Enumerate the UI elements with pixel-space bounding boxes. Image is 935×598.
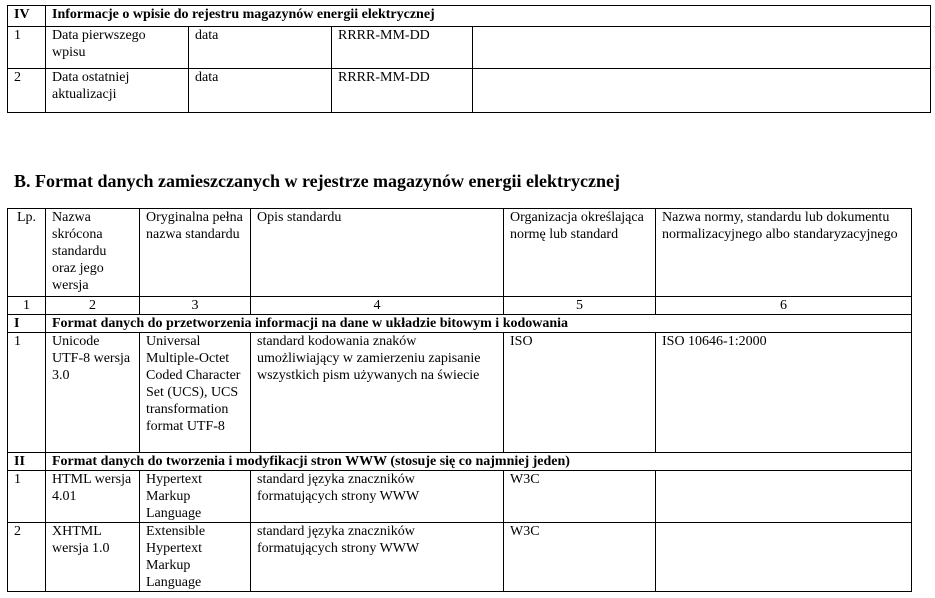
row-field-name: Data ostatniej aktualizacji [46,69,189,113]
table-row [8,27,931,69]
register-entry-table [7,5,931,113]
row-description: standard języka znaczników formatujących strony WWW [251,471,504,523]
column-number: 2 [46,297,140,315]
column-header: Nazwa normy, standardu lub dokumentu normalizacyjnego albo standaryzacyjnego [656,209,912,297]
section-iv-title: Informacje o wpisie do rejestru magazynów energii elektrycznej [46,6,931,27]
column-number: 5 [504,297,656,315]
group-number: I [8,315,46,333]
row-norm: ISO 10646-1:2000 [656,333,912,453]
group-ii-header-row [8,453,912,471]
row-short-name: Unicode UTF-8 wersja 3.0 [46,333,140,453]
column-header: Opis standardu [251,209,504,297]
row-full-name: Hypertext Markup Language [140,471,251,523]
row-lp: 1 [8,471,46,523]
row-field-format: RRRR-MM-DD [332,27,473,69]
table-row [8,69,931,113]
row-field-name: Data pierwszego wpisu [46,27,189,69]
row-short-name: XHTML wersja 1.0 [46,523,140,592]
row-field-type: data [189,69,332,113]
column-number: 3 [140,297,251,315]
table-row [8,471,912,523]
section-b-heading: B. Format danych zamieszczanych w rejestrze magazynów energii elektrycznej [14,171,620,191]
column-number: 1 [8,297,46,315]
column-number: 6 [656,297,912,315]
table-row [8,523,912,592]
row-field-type: data [189,27,332,69]
column-number: 4 [251,297,504,315]
row-organization: W3C [504,471,656,523]
row-organization: ISO [504,333,656,453]
row-field-extra [473,27,931,69]
column-header: Lp. [8,209,46,297]
row-norm [656,471,912,523]
row-full-name: Universal Multiple-Octet Coded Character Set (UCS), UCS transformation format UTF-8 [140,333,251,453]
row-organization: W3C [504,523,656,592]
section-iv-number: IV [8,6,46,27]
group-title: Format danych do przetworzenia informacji na dane w układzie bitowym i kodowania [46,315,912,333]
column-header: Organizacja określająca normę lub standard [504,209,656,297]
group-number: II [8,453,46,471]
column-number-row [8,297,912,315]
column-header: Nazwa skrócona standardu oraz jego wersja [46,209,140,297]
row-lp: 1 [8,27,46,69]
row-description: standard kodowania znaków umożliwiający w zamierzeniu zapisanie wszystkich pism używanych na świecie [251,333,504,453]
row-lp: 2 [8,523,46,592]
row-field-format: RRRR-MM-DD [332,69,473,113]
row-norm [656,523,912,592]
row-full-name: Extensible Hypertext Markup Language [140,523,251,592]
group-title: Format danych do tworzenia i modyfikacji stron WWW (stosuje się co najmniej jeden) [46,453,912,471]
section-iv-header-row [8,6,931,27]
row-short-name: HTML wersja 4.01 [46,471,140,523]
row-lp: 2 [8,69,46,113]
column-header-row [8,209,912,297]
row-field-extra [473,69,931,113]
table-row [8,333,912,453]
row-description: standard języka znaczników formatujących strony WWW [251,523,504,592]
row-lp: 1 [8,333,46,453]
group-i-header-row [8,315,912,333]
column-header: Oryginalna pełna nazwa standardu [140,209,251,297]
data-format-table [7,208,912,592]
